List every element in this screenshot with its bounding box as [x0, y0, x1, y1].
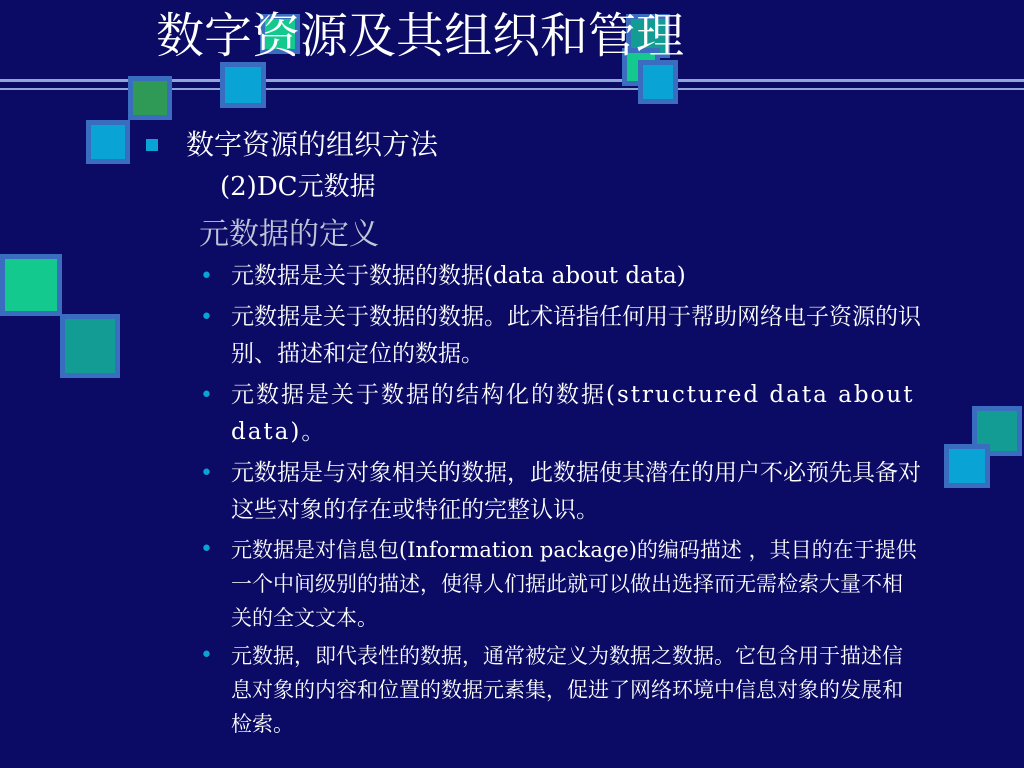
list-item [200, 377, 922, 451]
definition-heading: 元数据的定义 [199, 217, 379, 252]
bullet-dot-icon: • [200, 383, 215, 408]
section-heading [146, 128, 438, 162]
list-item-text: 元数据是关于数据的数据。此术语指任何用于帮助网络电子资源的识别、描述和定位的数据。 [231, 304, 921, 367]
subsection-heading: (2)DC元数据 [220, 172, 376, 202]
square-bullet-icon [146, 139, 158, 151]
bullet-dot-icon: • [200, 461, 213, 486]
definition-list [200, 258, 922, 745]
deco-square [944, 444, 990, 488]
list-item [200, 639, 922, 741]
slide-title: 数字资源及其组织和管理 [156, 8, 685, 64]
bullet-dot-icon: • [200, 643, 213, 668]
list-item-text: 元数据是关于数据的结构化的数据(structured data about data)。 [231, 382, 915, 445]
deco-square [638, 60, 678, 104]
list-item [200, 533, 922, 635]
deco-square [60, 314, 120, 378]
list-item-text: 元数据是与对象相关的数据，此数据使其潜在的用户不必预先具备对这些对象的存在或特征的完整认识。 [231, 460, 921, 523]
list-item-text: 元数据是对信息包(Information package)的编码描述 ，其目的在于提供一个中间级别的描述，使得人们据此就可以做出选择而无需检索大量不相关的全文文本。 [231, 538, 917, 630]
list-item [200, 258, 922, 295]
deco-square [0, 254, 62, 316]
deco-square [128, 76, 172, 120]
deco-square [86, 120, 130, 164]
bullet-dot-icon: • [200, 305, 213, 330]
list-item-text: 元数据是关于数据的数据(data about data) [231, 263, 686, 289]
list-item-text: 元数据，即代表性的数据，通常被定义为数据之数据。它包含用于描述信息对象的内容和位置的数据元素集，促进了网络环境中信息对象的发展和检索。 [231, 644, 903, 736]
deco-square [220, 62, 266, 108]
bullet-dot-icon: • [200, 264, 213, 289]
list-item [200, 455, 922, 529]
section-heading-text: 数字资源的组织方法 [186, 128, 439, 161]
bullet-dot-icon: • [200, 537, 213, 562]
list-item [200, 299, 922, 373]
